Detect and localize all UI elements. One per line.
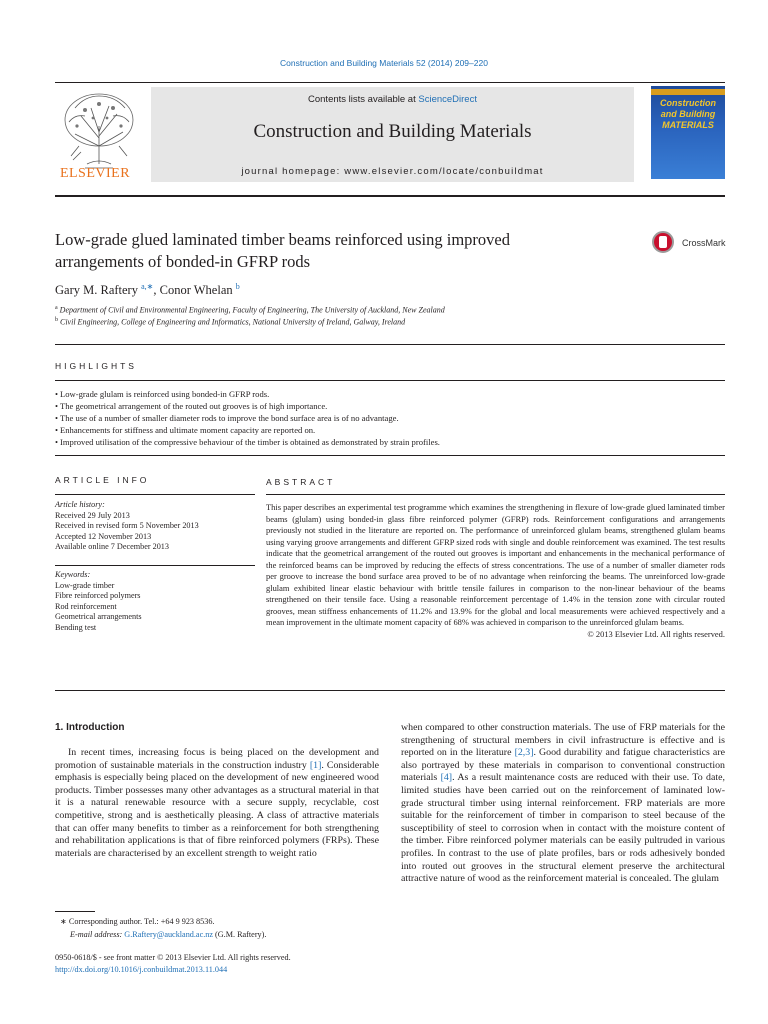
highlight-item: • The geometrical arrangement of the routed out grooves is of high importance. [55,400,725,412]
highlight-item: • The use of a number of smaller diameter rods to improve the bond surface area is of no advantage. [55,412,725,424]
history-item: Available online 7 December 2013 [55,542,169,552]
history-item: Accepted 12 November 2013 [55,531,152,541]
affiliation-b [55,317,405,327]
history-item: Received 29 July 2013 [55,510,130,520]
keyword-item: Bending test [55,622,97,632]
masthead-bottom-rule [55,195,725,197]
affiliation-a [55,305,445,315]
cover-line: Construction [660,98,716,108]
article-info-rule [55,565,255,566]
section-rule [55,455,725,456]
abstract-copyright: © 2013 Elsevier Ltd. All rights reserved. [587,628,725,639]
cover-line: and Building [660,109,716,119]
introduction-paragraph [401,722,725,886]
text-run: In recent times, increasing focus is being placed on the development and promotion of sustainable materials in the construction industry [55,747,379,771]
author-affiliation-mark[interactable]: b [235,282,240,291]
section-rule [55,380,725,381]
article-history [55,500,255,553]
publisher-wordmark: ELSEVIER [59,166,131,181]
crossmark-label[interactable]: CrossMark [682,238,726,248]
abstract-rule [266,494,725,495]
highlights-heading: HIGHLIGHTS [55,361,137,371]
keyword-item: Fibre reinforced polymers [55,591,141,601]
paper-title [55,229,645,273]
author-name: Gary M. Raftery [55,283,138,298]
highlight-item: • Low-grade glulam is reinforced using bonded-in GFRP rods. [55,388,725,400]
introduction-right-column [401,722,725,886]
author-list [55,282,240,298]
keyword-item: Rod reinforcement [55,601,117,611]
journal-title: Construction and Building Materials [253,121,532,142]
text-run: . As a result maintenance costs are reduced with their use. To date, limited studies have been carried out on the reinforcement of laminated low-grade structural timber using internal reinforcement. FRP materials are more suitable for the reinforcement of timber in comparison to steel because of the susceptibility of steel to corrosion when in contact with the moisture content of the timber. Fibre reinforced polymer materials can be easily pultruded in various profiles. In contrast to the use of plate profiles, bars or rods adhesively bonded into routed out grooves in the structural element preserve the architectural attractive nature of wood as the reinforcement material is concealed. The glulam [401,772,725,885]
keywords [55,570,255,634]
email-label: E-mail address: [70,930,125,939]
highlight-item: • Enhancements for stiffness and ultimate moment capacity are reported on. [55,424,725,436]
history-label: Article history: [55,500,105,509]
title-line: arrangements of bonded-in GFRP rods [55,252,311,271]
article-info-rule [55,494,255,495]
affiliation-text: Department of Civil and Environmental Engineering, Faculty of Engineering, The University of Auckland, New Zealand [59,305,445,315]
journal-reference[interactable]: Construction and Building Materials 52 (2014) 209–220 [280,58,488,68]
title-line: Low-grade glued laminated timber beams reinforced using improved [55,230,510,249]
citation-link[interactable]: [4] [440,772,453,784]
keyword-item: Low-grade timber [55,580,115,590]
contents-prefix: Contents lists available at [308,94,419,105]
journal-cover-title [653,98,723,131]
keyword-item: Geometrical arrangements [55,612,142,622]
abstract-body [266,502,725,640]
email-link[interactable]: G.Raftery@auckland.ac.nz [124,930,213,939]
issn-line: 0950-0618/$ - see front matter © 2013 Elsevier Ltd. All rights reserved. [55,953,291,962]
crossmark-bookmark-icon [659,236,667,248]
journal-homepage[interactable]: journal homepage: www.elsevier.com/locate/conbuildmat [241,166,544,177]
journal-cover-band [651,89,725,95]
introduction-paragraph [55,747,379,860]
footnote-rule [55,911,95,912]
corresponding-author-note: ∗ Corresponding author. Tel.: +64 9 923 8536. [60,917,215,926]
highlights-list [55,388,725,448]
affiliation-mark: b [55,317,58,323]
author-name: , Conor Whelan [153,283,233,298]
email-note [70,929,266,940]
text-run: . Good durability and fatigue characteristics are also portrayed by these materials in comparison to conventional construction materials [401,747,725,784]
history-item: Received in revised form 5 November 2013 [55,521,199,531]
introduction-left-column [55,747,379,860]
keywords-label: Keywords: [55,570,91,579]
abstract-text: This paper describes an experimental test programme which examines the strengthening in flexure of low-grade glued laminated timber beams (glulam) using bonded-in glass fibre reinforced polymer (GFRP) rods. Reinforcement configurations and arrangements previously not studied in the literature are reported on. The performance of unreinforced glulam beams, strengthened glulam beams using varying groove arrangements and different GFRP sized rods with single and double reinforcement was examined. The test results indicate that the geometrical arrangement of the routed out grooves is important and enhancements in the mechanical performance of the reinforced beams can be improved by reducing the effects of stress concentrations. The use of a number of smaller diameter rods per groove to increase the bond surface area proved to be of no advantage when reinforcing the beams. The unreinforced low-grade glulam exhibited linear elastic behaviour with brittle tensile failures in comparison to the non-linear behaviour of the beams strengthened on their tensile face. Using a reasonable reinforcement percentage of 1.4% in the tension zone with circular routed grooves, mean stiffness enhancements of 11.2% and 13.9% for the global and local measurements were achieved respectively and a mean improvement in the ultimate moment capacity of 68% was achieved in comparison to the unreinforced glulam beams. [266,502,725,627]
highlight-item: • Improved utilisation of the compressive behaviour of the timber is obtained as demonstrated by strain profiles. [55,436,725,448]
contents-availability [151,94,634,105]
author-affiliation-mark[interactable]: a,∗ [141,282,154,291]
citation-link[interactable]: [1] [309,759,322,771]
text-run: . Considerable emphasis is especially being placed on the development of new engineered wood products. Timber possesses many other advantages as a structural material in that it is a natural renewable resource with a secure supply, recyclable, cost competitive, strong and is aesthetically pleasing. A class of attractive materials that can offer many benefits to timber as a reinforcement for both strengthening and rehabilitation applications is that of fibre reinforced polymers (FRPs). These materials are characterised by an excellent strength to weight ratio [55,759,379,859]
sciencedirect-link[interactable]: ScienceDirect [418,94,477,105]
introduction-heading: 1. Introduction [55,722,125,733]
section-rule [55,690,725,691]
affiliation-mark: a [55,305,58,311]
doi-link[interactable]: http://dx.doi.org/10.1016/j.conbuildmat.2013.11.044 [55,965,228,974]
text-run: when compared to other construction materials. The use of FRP materials for the strengthening of structural members in civil infrastructure is effective and is reported on in the literature [401,722,725,759]
article-info-heading: ARTICLE INFO [55,475,150,485]
affiliation-text: Civil Engineering, College of Engineering and Informatics, National University of Ireland, Galway, Ireland [60,317,406,327]
abstract-heading: ABSTRACT [266,477,336,487]
cover-line: MATERIALS [662,120,714,130]
masthead-top-rule [55,82,725,83]
section-rule [55,344,725,345]
citation-link[interactable]: [2,3] [514,747,534,759]
email-suffix: (G.M. Raftery). [212,930,267,939]
